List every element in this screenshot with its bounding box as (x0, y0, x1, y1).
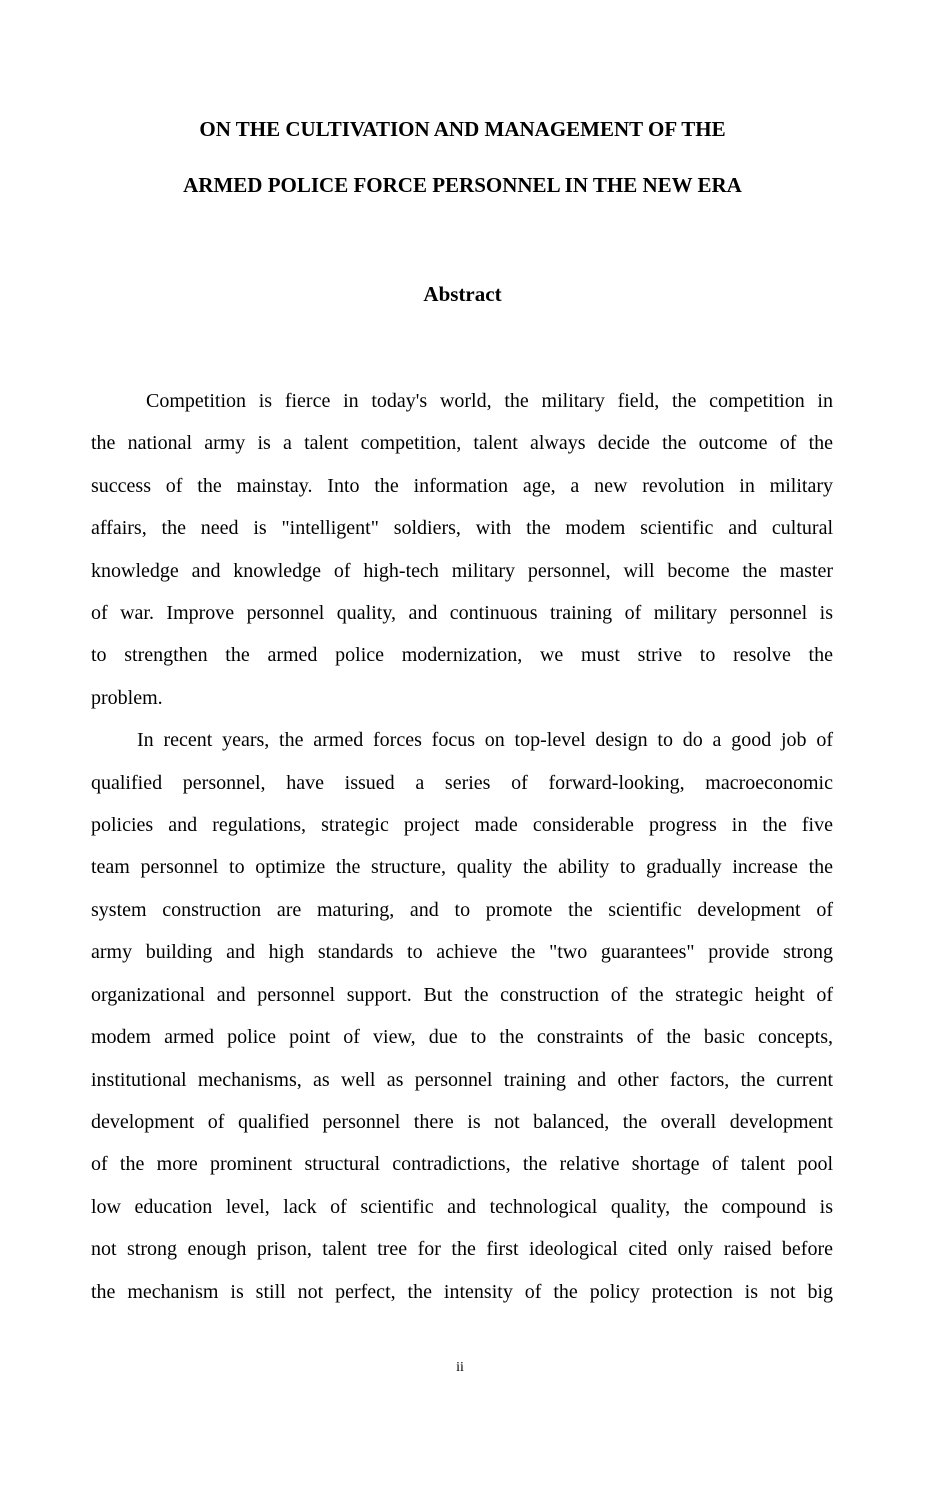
page-number: ii (456, 1360, 464, 1375)
paragraph-line: problem. (91, 686, 163, 709)
paragraph-2 (91, 719, 833, 1313)
paragraph-line: In recent years, the armed forces focus on top-level design to do a good job of (137, 729, 833, 752)
title-line-1: ON THE CULTIVATION AND MANAGEMENT OF THE (199, 117, 726, 141)
paragraph-line: institutional mechanisms, as well as personnel training and other factors, the current (91, 1068, 833, 1091)
paragraph-line: affairs, the need is "intelligent" soldiers, with the modem scientific and cultural (91, 517, 833, 540)
paragraph-line: development of qualified personnel there is not balanced, the overall development (91, 1110, 833, 1133)
paragraph-line: organizational and personnel support. But the construction of the strategic height of (91, 983, 833, 1006)
paragraph-line: Competition is fierce in today's world, the military field, the competition in (146, 390, 833, 412)
paragraph-line: army building and high standards to achieve the "two guarantees" provide strong (91, 941, 833, 964)
paragraph-line: to strengthen the armed police modernization, we must strive to resolve the (91, 644, 833, 667)
paragraph-line: knowledge and knowledge of high-tech military personnel, will become the master (91, 559, 833, 582)
paragraph-line: the national army is a talent competition, talent always decide the outcome of the (91, 432, 833, 455)
abstract-body (91, 380, 833, 1313)
abstract-heading: Abstract (423, 282, 502, 306)
title-line-2: ARMED POLICE FORCE PERSONNEL IN THE NEW ERA (183, 173, 742, 197)
paragraph-line: team personnel to optimize the structure, quality the ability to gradually increase the (91, 856, 833, 879)
paragraph-line: not strong enough prison, talent tree for the first ideological cited only raised before (91, 1238, 833, 1261)
paragraph-line: modem armed police point of view, due to the constraints of the basic concepts, (91, 1026, 833, 1049)
paragraph-line: the mechanism is still not perfect, the intensity of the policy protection is not big (91, 1280, 833, 1303)
paragraph-line: low education level, lack of scientific and technological quality, the compound is (91, 1195, 833, 1218)
paragraph-line: policies and regulations, strategic project made considerable progress in the five (91, 814, 833, 837)
paragraph-line: system construction are maturing, and to promote the scientific development of (91, 898, 833, 921)
paragraph-line: success of the mainstay. Into the information age, a new revolution in military (91, 474, 833, 497)
paragraph-line: qualified personnel, have issued a series of forward-looking, macroeconomic (91, 771, 833, 794)
paragraph-line: of the more prominent structural contradictions, the relative shortage of talent pool (91, 1153, 833, 1176)
paragraph-1 (91, 380, 833, 719)
paragraph-line: of war. Improve personnel quality, and continuous training of military personnel is (91, 602, 833, 625)
